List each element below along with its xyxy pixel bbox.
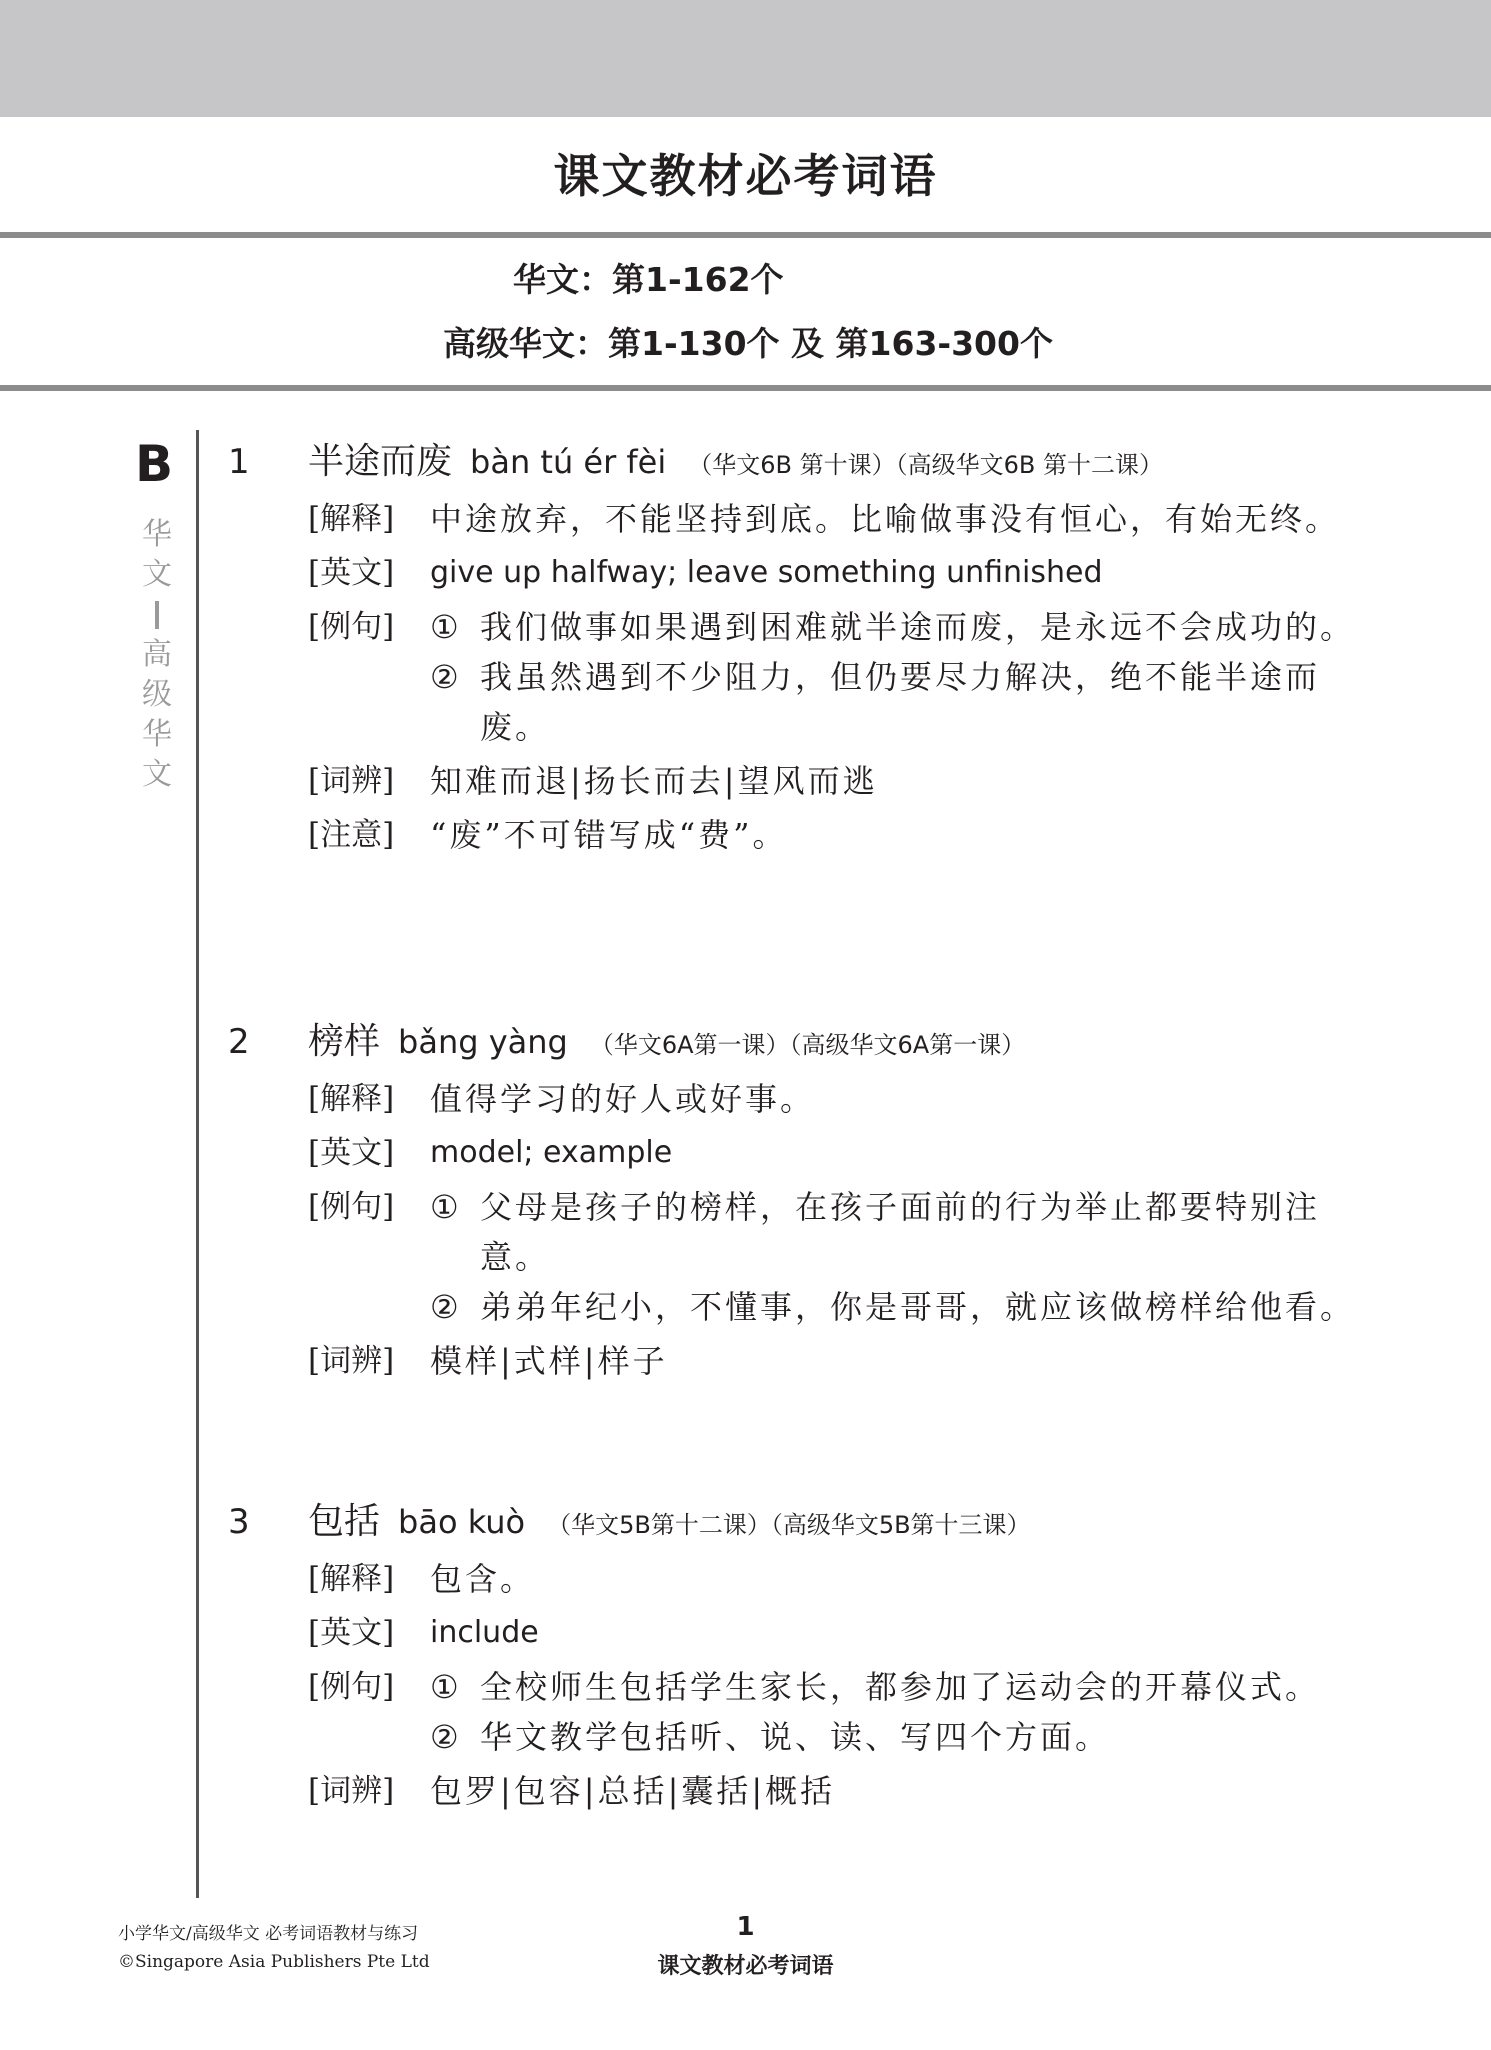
side-label-char: 级	[142, 677, 172, 712]
explain-tag: [解释]	[308, 1081, 395, 1117]
side-label-char: 高	[142, 637, 172, 672]
example-list	[430, 1182, 1385, 1332]
distinguish-tag: [词辨]	[308, 1343, 395, 1379]
example-text: 我们做事如果遇到困难就半途而废，是永远不会成功的。	[480, 608, 1356, 646]
example-item	[430, 1662, 1385, 1712]
header-band	[0, 0, 1491, 117]
distinguish-row	[308, 756, 1378, 806]
example-mark: ②	[430, 658, 462, 696]
margin-rule	[196, 430, 199, 1898]
vocab-entry	[228, 1498, 1378, 1816]
entry-word-line	[308, 438, 1163, 489]
example-mark: ①	[430, 1188, 462, 1226]
example-list	[430, 1662, 1385, 1762]
distinguish-row	[308, 1766, 1378, 1816]
entry-pinyin: bǎng yàng	[398, 1023, 568, 1061]
example-tag: [例句]	[308, 609, 395, 645]
footer-copyright: ©Singapore Asia Publishers Pte Ltd	[118, 1952, 430, 1972]
example-text: 父母是孩子的榜样，在孩子面前的行为举止都要特别注意。	[480, 1188, 1321, 1276]
entry-source: （华文6A第一课）（高级华文6A第一课）	[589, 1031, 1026, 1059]
range-gaoji-huawen: 高级华文：第1-130个 及 第163-300个	[443, 324, 1053, 363]
entry-number: 1	[228, 442, 250, 482]
english-tag: [英文]	[308, 1615, 395, 1651]
example-mark: ①	[430, 608, 462, 646]
entry-word: 包括	[308, 1501, 381, 1542]
english-row	[308, 1128, 1378, 1178]
note-tag: [注意]	[308, 817, 395, 853]
english-tag: [英文]	[308, 555, 395, 591]
example-item	[430, 602, 1385, 652]
example-mark: ②	[430, 1718, 462, 1756]
english-tag: [英文]	[308, 1135, 395, 1171]
side-label-dash	[155, 601, 159, 629]
distinguish-text: 模样|式样|样子	[430, 1342, 668, 1380]
divider	[0, 385, 1491, 391]
example-item	[430, 1282, 1385, 1332]
entry-source: （华文6B 第十课）（高级华文6B 第十二课）	[688, 451, 1163, 479]
explain-row	[308, 494, 1378, 544]
explain-tag: [解释]	[308, 501, 395, 537]
english-text: model; example	[430, 1135, 673, 1170]
example-tag: [例句]	[308, 1669, 395, 1705]
entry-heading	[228, 1018, 1378, 1070]
page-number: 1	[736, 1912, 755, 1942]
explain-text: 包含。	[430, 1560, 536, 1598]
range-huawen: 华文：第1-162个	[513, 260, 784, 299]
note-row	[308, 810, 1378, 860]
example-mark: ①	[430, 1668, 462, 1706]
entry-word: 半途而废	[308, 441, 453, 482]
entry-number: 2	[228, 1022, 250, 1062]
english-text: include	[430, 1615, 539, 1650]
example-text: 我虽然遇到不少阻力，但仍要尽力解决，绝不能半途而废。	[480, 658, 1321, 746]
explain-row	[308, 1074, 1378, 1124]
footer-section-title: 课文教材必考词语	[657, 1954, 834, 1979]
example-text: 华文教学包括听、说、读、写四个方面。	[480, 1718, 1111, 1756]
example-mark: ②	[430, 1288, 462, 1326]
footer-book-title: 小学华文/高级华文 必考词语教材与练习	[118, 1924, 419, 1944]
side-label-char: 文	[142, 757, 172, 792]
distinguish-row	[308, 1336, 1378, 1386]
example-row	[308, 1662, 1378, 1762]
example-list	[430, 602, 1385, 752]
explain-text: 值得学习的好人或好事。	[430, 1080, 816, 1118]
english-row	[308, 548, 1378, 598]
example-item	[430, 652, 1385, 752]
side-label-char: 文	[142, 557, 172, 592]
page-title: 课文教材必考词语	[553, 149, 938, 203]
side-label	[137, 515, 177, 795]
example-row	[308, 1182, 1378, 1332]
section-letter: B	[135, 435, 174, 493]
example-tag: [例句]	[308, 1189, 395, 1225]
entry-pinyin: bāo kuò	[398, 1503, 526, 1541]
example-text: 全校师生包括学生家长，都参加了运动会的开幕仪式。	[480, 1668, 1321, 1706]
entry-source: （华文5B第十二课）（高级华文5B第十三课）	[547, 1511, 1031, 1539]
distinguish-text: 包罗|包容|总括|囊括|概括	[430, 1772, 836, 1810]
distinguish-tag: [词辨]	[308, 763, 395, 799]
example-row	[308, 602, 1378, 752]
distinguish-text: 知难而退|扬长而去|望风而逃	[430, 762, 878, 800]
distinguish-tag: [词辨]	[308, 1773, 395, 1809]
note-text: “废”不可错写成“费”。	[430, 816, 788, 854]
entry-pinyin: bàn tú ér fèi	[470, 443, 667, 481]
entry-word-line	[308, 1018, 1025, 1069]
entry-number: 3	[228, 1502, 250, 1542]
english-row	[308, 1608, 1378, 1658]
vocab-entry	[228, 438, 1378, 860]
example-item	[430, 1712, 1385, 1762]
divider	[0, 232, 1491, 238]
entry-heading	[228, 438, 1378, 490]
example-text: 弟弟年纪小，不懂事，你是哥哥，就应该做榜样给他看。	[480, 1288, 1356, 1326]
entry-word-line	[308, 1498, 1031, 1549]
english-text: give up halfway; leave something unfinished	[430, 555, 1103, 590]
side-label-char: 华	[142, 717, 172, 752]
vocab-entry	[228, 1018, 1378, 1386]
example-item	[430, 1182, 1385, 1282]
explain-tag: [解释]	[308, 1561, 395, 1597]
entry-heading	[228, 1498, 1378, 1550]
explain-text: 中途放弃，不能坚持到底。比喻做事没有恒心，有始无终。	[430, 500, 1341, 538]
side-label-char: 华	[142, 517, 172, 552]
entry-word: 榜样	[308, 1021, 381, 1062]
explain-row	[308, 1554, 1378, 1604]
